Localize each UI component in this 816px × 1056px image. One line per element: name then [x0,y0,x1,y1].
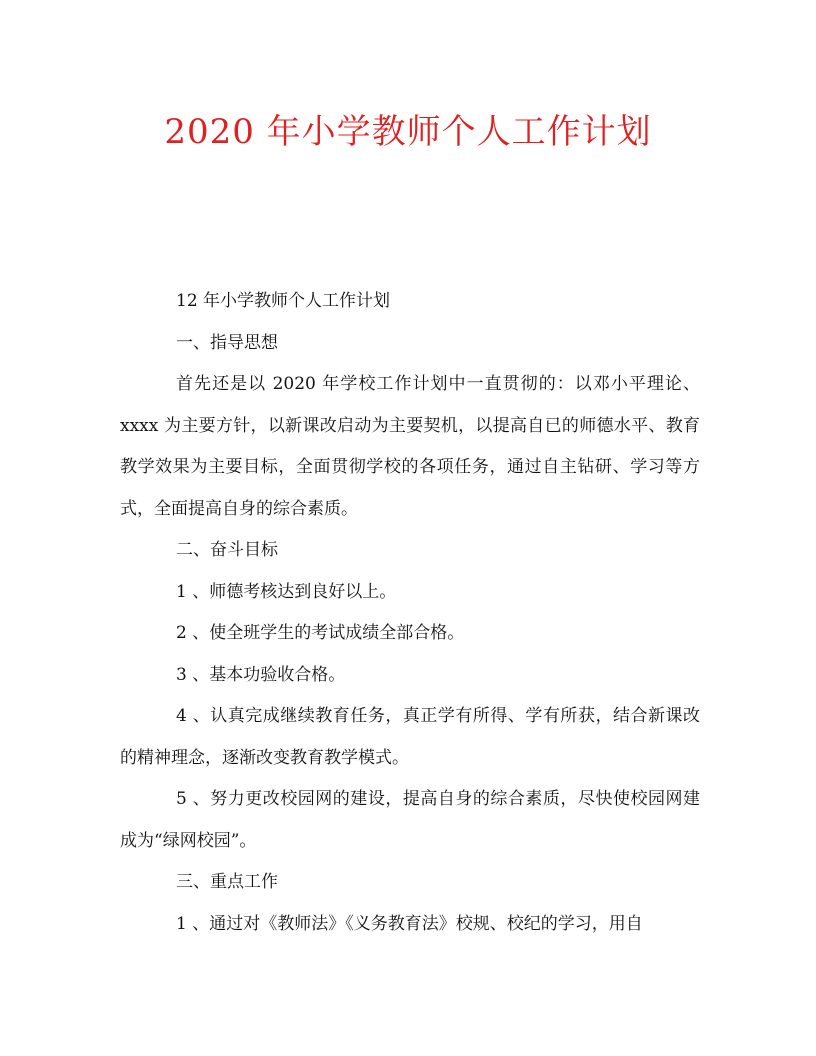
section-heading-guiding-ideology: 一、指导思想 [176,332,278,353]
goal-item-4: 4 、认真完成继续教育任务，真正学有所得、学有所获，结合新课改的精神理念，逐渐改变教育教学模式。 [120,706,700,768]
goal-item-3: 3 、基本功验收合格。 [176,664,346,685]
section-heading-key-work: 三、重点工作 [176,872,278,892]
document-body [120,281,700,945]
document-title: 2020 年小学教师个人工作计划 [164,112,652,152]
paragraph-subtitle: 12 年小学教师个人工作计划 [176,291,391,311]
goal-item-5: 5 、努力更改校园网的建设，提高自身的综合素质，尽快使校园网建成为“绿网校园”。 [120,789,700,851]
goal-item-1: 1 、师德考核达到良好以上。 [176,581,397,602]
goal-item-2: 2 、使全班学生的考试成绩全部合格。 [176,623,465,643]
section-heading-goals: 二、奋斗目标 [176,540,278,560]
key-work-item-1: 1 、通过对《教师法》《义务教育法》校规、校纪的学习，用自 [176,913,643,934]
paragraph-guiding-ideology: 首先还是以 2020 年学校工作计划中一直贯彻的：以邓小平理论、xxxx 为主要方针，以新课改启动为主要契机，以提高自已的师德水平、教育教学效果为主要目标，全面贯彻学校的各项任务，通过自主钻研、学习等方式，全面提高自身的综合素质。 [120,374,700,519]
